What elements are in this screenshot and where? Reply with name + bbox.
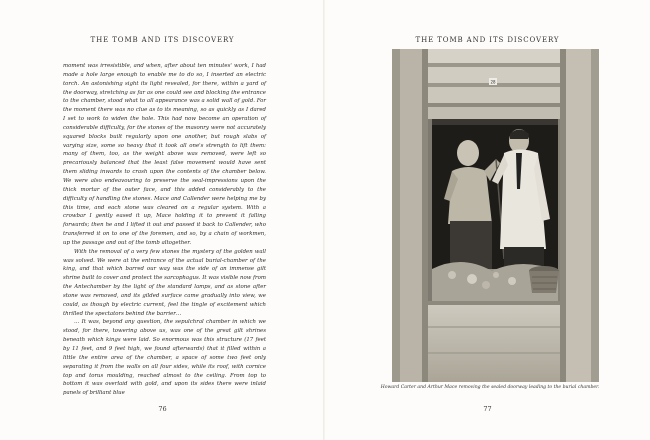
body-text bbox=[63, 62, 266, 398]
paragraph: moment was irresistible, and when, after about ten minutes' work, I had made a hole large enough to enable me to do so, I inserted an electric torch. An astonishing sight its light revealed, for there, within a yard of the doorway, stretching as far as one could see and blocking the entrance to the chamber, stood what to all appearance was a solid wall of gold. For the moment there was no clue as to its meaning, so as quickly as I dared I set to work to widen the hole. This had now become an operation of considerable difficulty, for the stones of the masonry were not accurately squared blocks built regularly upon one another, but rough slabs of varying size, some so heavy that it took all one's strength to lift them: many of them, too, as the weight above was removed, were left so precariously balanced that the least false movement would have sent them sliding inwards to crash upon the contents of the chamber below. We were also endeavouring to preserve the seal-impressions upon the thick mortar of the outer face, and this added considerably to the difficulty of handling the stones. Mace and Callender were helping me by this time, and each stone was cleared on a regular system. With a crowbar I gently eased it up, Mace holding it to prevent it falling forwards; then he and I lifted it out and passed it back to Callender, who transferred it on to one of the foremen, and so, by a chain of workmen, up the passage and out of the tomb altogether. bbox=[63, 63, 266, 246]
photo-caption: Howard Carter and Arthur Mace removing the sealed doorway leading to the burial chamber. bbox=[380, 385, 600, 390]
paragraph: … It was, beyond any question, the sepulchral chamber in which we stood, for there, towering above us, was one of the great gilt shrines beneath which kings were laid. So enormous was this structure (17 feet by 11 feet, and 9 feet high, we found afterwards) that it filled within a little the entire area of the chamber, a space of some two feet only separating it from the walls on all four sides, while its roof, with cornice top and torus moulding, reached almost to the ceiling. From top to bottom it was overlaid with gold, and upon its sides there were inlaid panels of brilliant blue bbox=[63, 319, 266, 397]
running-head-left: THE TOMB AND ITS DISCOVERY bbox=[90, 36, 235, 44]
photograph-carter-mace bbox=[392, 49, 599, 382]
photo-number: 28 bbox=[490, 79, 496, 85]
page-number-left: 76 bbox=[158, 405, 167, 413]
paragraph: With the removal of a very few stones the mystery of the golden wall was solved. We were at the entrance of the actual burial-chamber of the king, and that which barred our way was the side of an immense gilt shrine built to cover and protect the sarcophagus. It was visible now from the Antechamber by the light of the standard lamps, and as stone after stone was removed, and its gilded surface came gradually into view, we could, as though by electric current, feel the tingle of excitement which thrilled the spectators behind the barrier… bbox=[63, 248, 266, 317]
page-number-right: 77 bbox=[483, 405, 492, 413]
running-head-right: THE TOMB AND ITS DISCOVERY bbox=[415, 36, 560, 44]
